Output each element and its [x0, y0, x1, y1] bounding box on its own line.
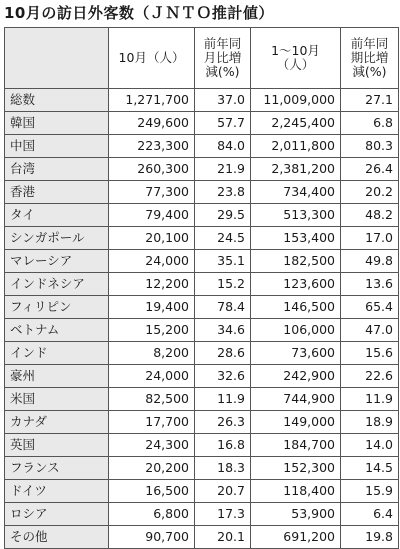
header-line: 減(%) — [205, 64, 240, 79]
header-ytd-yoy — [341, 28, 399, 89]
oct-yoy-cell: 78.4 — [195, 296, 251, 319]
table-row — [5, 296, 399, 319]
oct-visitors-cell: 19,400 — [109, 296, 195, 319]
oct-visitors-cell: 20,100 — [109, 227, 195, 250]
ytd-visitors-cell: 734,400 — [251, 181, 341, 204]
table-row — [5, 526, 399, 549]
table-row — [5, 319, 399, 342]
country-name-cell: カナダ — [5, 411, 109, 434]
oct-yoy-cell: 84.0 — [195, 135, 251, 158]
country-name-cell: 総数 — [5, 89, 109, 112]
ytd-yoy-cell: 11.9 — [341, 388, 399, 411]
ytd-visitors-cell: 73,600 — [251, 342, 341, 365]
country-name-cell: インドネシア — [5, 273, 109, 296]
header-line: 1〜10月 — [271, 43, 320, 58]
ytd-visitors-cell: 513,300 — [251, 204, 341, 227]
country-name-cell: 香港 — [5, 181, 109, 204]
table-row — [5, 181, 399, 204]
corner-cell — [5, 28, 109, 89]
header-line: 10月（人） — [118, 50, 185, 65]
ytd-visitors-cell: 149,000 — [251, 411, 341, 434]
table-row — [5, 503, 399, 526]
country-name-cell: 米国 — [5, 388, 109, 411]
oct-visitors-cell: 1,271,700 — [109, 89, 195, 112]
ytd-yoy-cell: 15.9 — [341, 480, 399, 503]
oct-yoy-cell: 57.7 — [195, 112, 251, 135]
ytd-visitors-cell: 2,011,800 — [251, 135, 341, 158]
ytd-yoy-cell: 65.4 — [341, 296, 399, 319]
oct-yoy-cell: 37.0 — [195, 89, 251, 112]
country-name-cell: 台湾 — [5, 158, 109, 181]
country-name-cell: ロシア — [5, 503, 109, 526]
country-name-cell: その他 — [5, 526, 109, 549]
ytd-visitors-cell: 11,009,000 — [251, 89, 341, 112]
table-row — [5, 365, 399, 388]
oct-yoy-cell: 23.8 — [195, 181, 251, 204]
oct-visitors-cell: 24,300 — [109, 434, 195, 457]
ytd-visitors-cell: 153,400 — [251, 227, 341, 250]
ytd-visitors-cell: 691,200 — [251, 526, 341, 549]
oct-visitors-cell: 12,200 — [109, 273, 195, 296]
header-ytd — [251, 28, 341, 89]
ytd-yoy-cell: 26.4 — [341, 158, 399, 181]
ytd-visitors-cell: 2,381,200 — [251, 158, 341, 181]
oct-visitors-cell: 17,700 — [109, 411, 195, 434]
ytd-yoy-cell: 80.3 — [341, 135, 399, 158]
oct-visitors-cell: 8,200 — [109, 342, 195, 365]
country-name-cell: マレーシア — [5, 250, 109, 273]
country-name-cell: インド — [5, 342, 109, 365]
table-row — [5, 457, 399, 480]
oct-visitors-cell: 223,300 — [109, 135, 195, 158]
oct-visitors-cell: 16,500 — [109, 480, 195, 503]
header-oct-yoy — [195, 28, 251, 89]
oct-visitors-cell: 15,200 — [109, 319, 195, 342]
header-line: 前年同 — [203, 36, 242, 51]
oct-yoy-cell: 20.1 — [195, 526, 251, 549]
oct-visitors-cell: 249,600 — [109, 112, 195, 135]
ytd-yoy-cell: 47.0 — [341, 319, 399, 342]
table-row — [5, 434, 399, 457]
oct-yoy-cell: 29.5 — [195, 204, 251, 227]
header-line: 期比増 — [350, 50, 389, 65]
country-name-cell: 英国 — [5, 434, 109, 457]
table-row — [5, 204, 399, 227]
table-title: 10月の訪日外客数（ＪＮＴＯ推計値） — [4, 4, 274, 22]
table-row — [5, 273, 399, 296]
country-name-cell: 中国 — [5, 135, 109, 158]
oct-yoy-cell: 18.3 — [195, 457, 251, 480]
ytd-yoy-cell: 13.6 — [341, 273, 399, 296]
header-row — [5, 28, 399, 89]
ytd-visitors-cell: 106,000 — [251, 319, 341, 342]
oct-visitors-cell: 260,300 — [109, 158, 195, 181]
country-name-cell: シンガポール — [5, 227, 109, 250]
header-line: （人） — [276, 57, 315, 72]
ytd-visitors-cell: 123,600 — [251, 273, 341, 296]
oct-yoy-cell: 32.6 — [195, 365, 251, 388]
ytd-yoy-cell: 22.6 — [341, 365, 399, 388]
table-row — [5, 227, 399, 250]
table-row — [5, 411, 399, 434]
country-name-cell: 韓国 — [5, 112, 109, 135]
table-row — [5, 112, 399, 135]
table-row — [5, 250, 399, 273]
ytd-yoy-cell: 49.8 — [341, 250, 399, 273]
ytd-yoy-cell: 48.2 — [341, 204, 399, 227]
country-name-cell: ベトナム — [5, 319, 109, 342]
header-line: 前年同 — [350, 36, 389, 51]
table-row — [5, 135, 399, 158]
ytd-visitors-cell: 182,500 — [251, 250, 341, 273]
ytd-visitors-cell: 146,500 — [251, 296, 341, 319]
oct-visitors-cell: 6,800 — [109, 503, 195, 526]
oct-visitors-cell: 82,500 — [109, 388, 195, 411]
ytd-yoy-cell: 6.8 — [341, 112, 399, 135]
header-line: 減(%) — [352, 64, 387, 79]
ytd-yoy-cell: 20.2 — [341, 181, 399, 204]
table-row — [5, 158, 399, 181]
ytd-yoy-cell: 17.0 — [341, 227, 399, 250]
oct-yoy-cell: 17.3 — [195, 503, 251, 526]
oct-visitors-cell: 24,000 — [109, 250, 195, 273]
ytd-visitors-cell: 184,700 — [251, 434, 341, 457]
oct-yoy-cell: 28.6 — [195, 342, 251, 365]
country-name-cell: フィリピン — [5, 296, 109, 319]
table-row — [5, 480, 399, 503]
country-name-cell: タイ — [5, 204, 109, 227]
ytd-visitors-cell: 242,900 — [251, 365, 341, 388]
oct-yoy-cell: 24.5 — [195, 227, 251, 250]
oct-yoy-cell: 26.3 — [195, 411, 251, 434]
ytd-visitors-cell: 118,400 — [251, 480, 341, 503]
ytd-visitors-cell: 152,300 — [251, 457, 341, 480]
header-oct — [109, 28, 195, 89]
table-row — [5, 388, 399, 411]
oct-visitors-cell: 20,200 — [109, 457, 195, 480]
country-name-cell: 豪州 — [5, 365, 109, 388]
ytd-yoy-cell: 27.1 — [341, 89, 399, 112]
oct-visitors-cell: 90,700 — [109, 526, 195, 549]
visitor-table — [4, 27, 399, 549]
oct-yoy-cell: 20.7 — [195, 480, 251, 503]
oct-yoy-cell: 35.1 — [195, 250, 251, 273]
ytd-visitors-cell: 2,245,400 — [251, 112, 341, 135]
oct-yoy-cell: 34.6 — [195, 319, 251, 342]
oct-visitors-cell: 79,400 — [109, 204, 195, 227]
ytd-visitors-cell: 744,900 — [251, 388, 341, 411]
ytd-yoy-cell: 14.0 — [341, 434, 399, 457]
oct-yoy-cell: 21.9 — [195, 158, 251, 181]
oct-visitors-cell: 24,000 — [109, 365, 195, 388]
ytd-yoy-cell: 18.9 — [341, 411, 399, 434]
country-name-cell: フランス — [5, 457, 109, 480]
oct-yoy-cell: 15.2 — [195, 273, 251, 296]
oct-yoy-cell: 11.9 — [195, 388, 251, 411]
country-name-cell: ドイツ — [5, 480, 109, 503]
oct-yoy-cell: 16.8 — [195, 434, 251, 457]
ytd-yoy-cell: 15.6 — [341, 342, 399, 365]
header-line: 月比増 — [203, 50, 242, 65]
ytd-visitors-cell: 53,900 — [251, 503, 341, 526]
table-row — [5, 89, 399, 112]
table-row — [5, 342, 399, 365]
ytd-yoy-cell: 6.4 — [341, 503, 399, 526]
oct-visitors-cell: 77,300 — [109, 181, 195, 204]
ytd-yoy-cell: 19.8 — [341, 526, 399, 549]
ytd-yoy-cell: 14.5 — [341, 457, 399, 480]
